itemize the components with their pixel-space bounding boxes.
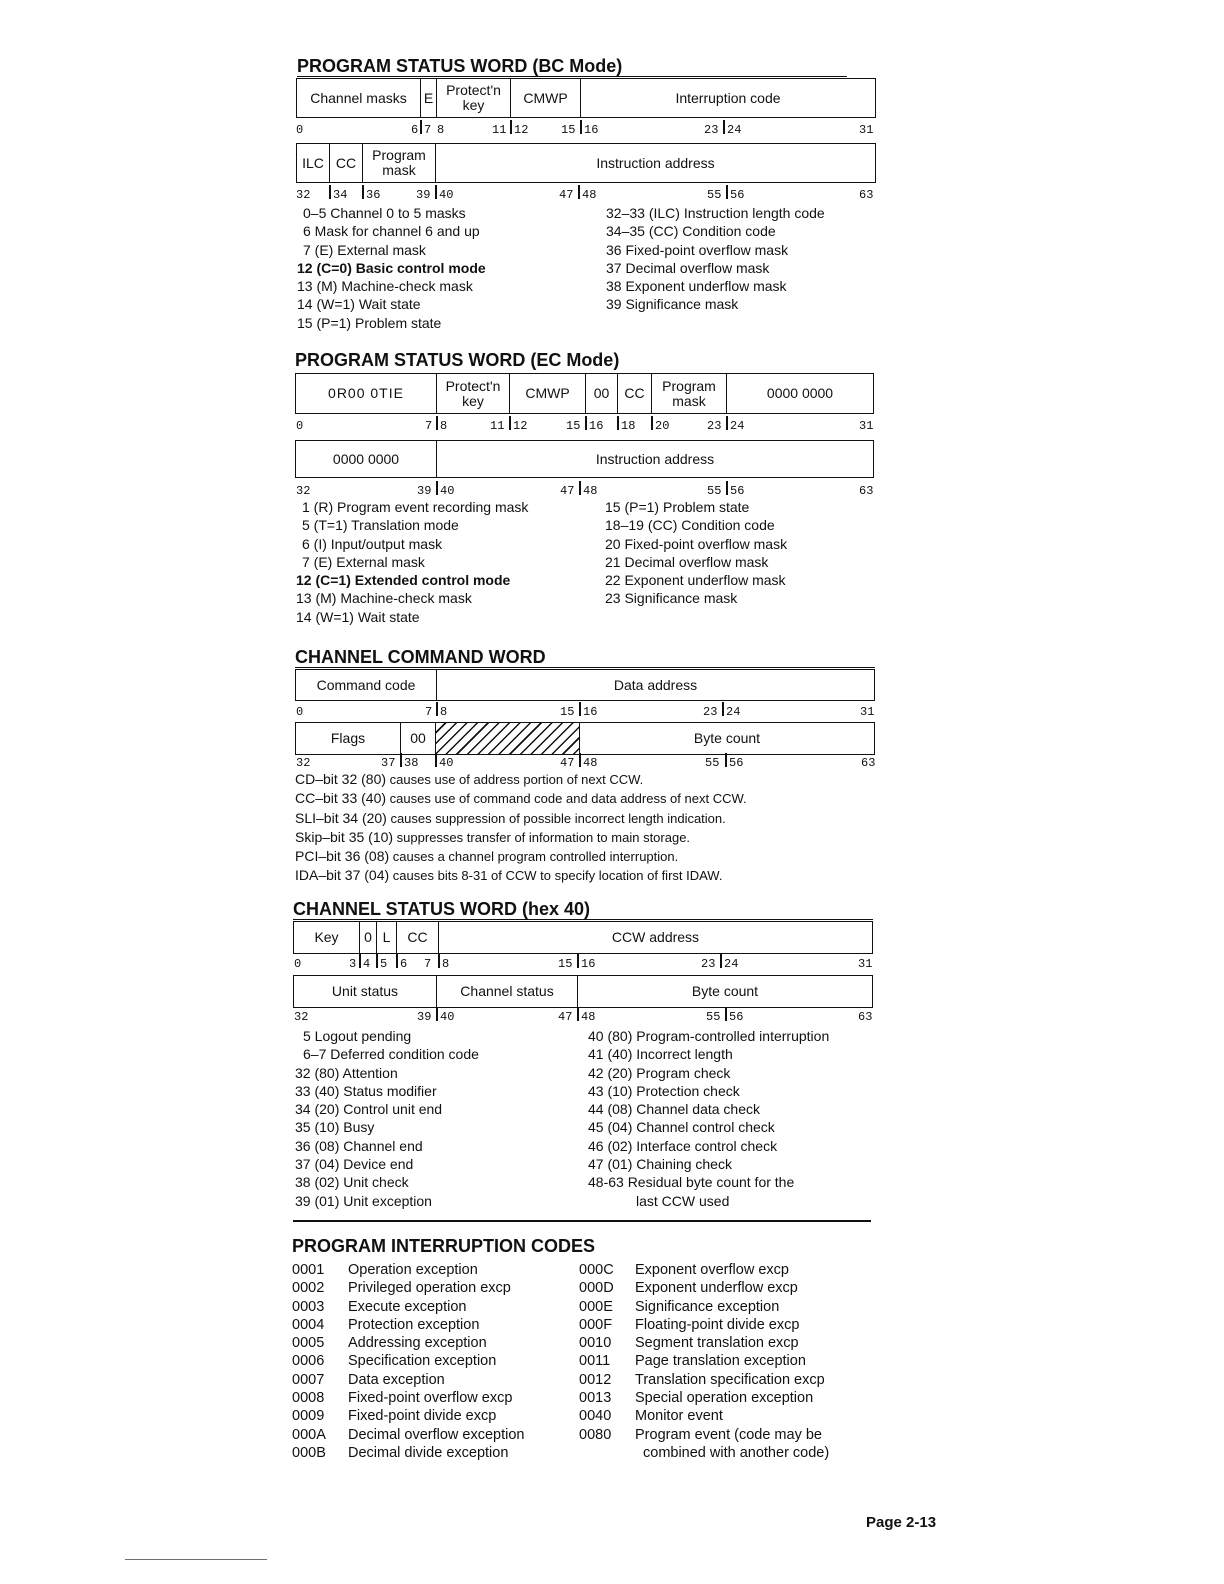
note: 37 Decimal overflow mask (606, 259, 770, 276)
psw-ec-row2 (295, 440, 874, 478)
csw-title: CHANNEL STATUS WORD (hex 40) (293, 899, 591, 919)
footnote-rule (125, 1559, 267, 1560)
bit-label: 11 (492, 123, 507, 137)
bit-label: 11 (490, 419, 505, 433)
bit-label: 56 (729, 1010, 744, 1024)
bit-label: 23 (707, 419, 722, 433)
note: 7 (E) External mask (303, 241, 426, 258)
bit-label: 39 (416, 188, 431, 202)
note: 5 (T=1) Translation mode (302, 517, 459, 534)
note: 1 (R) Program event recording mask (302, 499, 529, 515)
psw-ec-bits1 (295, 419, 874, 433)
psw-bc-notes-right (606, 204, 825, 314)
psw-bc-notes-left (297, 204, 486, 332)
bit-label: 16 (581, 957, 596, 971)
bit-label: 56 (730, 188, 745, 202)
code-row: 0012 Translation specification excp (579, 1371, 825, 1388)
note: 32 (80) Attention (295, 1064, 398, 1081)
bit-label: 56 (730, 484, 745, 498)
bit-label: 40 (439, 188, 454, 202)
bit-label: 15 (560, 705, 575, 719)
note: 36 (08) Channel end (295, 1137, 423, 1154)
psw-ec-title: PROGRAM STATUS WORD (EC Mode) (295, 350, 620, 370)
csw-bits2 (293, 1010, 873, 1024)
psw-bc-title: PROGRAM STATUS WORD (BC Mode) (297, 56, 623, 76)
bit-label: 31 (859, 123, 874, 137)
code-row: 000C Exponent overflow excp (579, 1262, 789, 1278)
psw-bc-bits2 (296, 188, 876, 202)
bit-label: 20 (655, 419, 670, 433)
code-row: 0013 Special operation exception (579, 1390, 814, 1407)
pic-left-list (292, 1261, 525, 1462)
note: 47 (01) Chaining check (588, 1156, 732, 1173)
note: 13 (M) Machine-check mask (297, 278, 473, 295)
code-row: 000E Significance exception (579, 1298, 780, 1315)
csw-row2 (293, 975, 873, 1008)
field-cmwp: CMWP (511, 79, 581, 117)
code-row: 000F Floating-point divide excp (579, 1316, 800, 1333)
field-command-code: Command code (296, 670, 437, 700)
title-underline (295, 667, 875, 668)
field-cc: CC (330, 144, 363, 182)
code-row: 000D Exponent underflow excp (579, 1280, 798, 1297)
note: 23 Significance mask (605, 590, 738, 607)
csw-row1 (293, 921, 873, 954)
note: 35 (10) Busy (295, 1119, 375, 1136)
ccw-note-cd: CD–bit 32 (80) causes use of address portion of next CCW. (295, 771, 644, 787)
psw-ec-notes-right (605, 498, 787, 608)
field-0r00-0tie: 0R00 0TIE (296, 374, 437, 413)
field-flags: Flags (296, 723, 401, 754)
note: 33 (40) Status modifier (295, 1082, 437, 1099)
bit-label: 48 (582, 188, 597, 202)
field-interruption-code: Interruption code (675, 89, 781, 106)
note: 12 (C=1) Extended control mode (296, 572, 511, 589)
ccw-note-ida: IDA–bit 37 (04) causes bits 8-31 of CCW to specify location of first IDAW. (295, 867, 723, 884)
bit-label: 12 (513, 419, 528, 433)
note: 43 (10) Protection check (588, 1082, 740, 1099)
note: 6–7 Deferred condition code (303, 1046, 479, 1063)
bit-label: 47 (558, 1010, 573, 1024)
ccw-note-sli: SLI–bit 34 (20) causes suppression of possible incorrect length indication. (295, 809, 726, 826)
bit-label: 55 (706, 1010, 721, 1024)
bit-label: 40 (440, 1010, 455, 1024)
field-cc: CC (397, 922, 439, 953)
field-data-address: Data address (613, 676, 698, 693)
bit-label: 16 (589, 419, 604, 433)
bit-label: 48 (581, 1010, 596, 1024)
bit-label: 7 (424, 957, 432, 971)
bit-label: 47 (560, 756, 575, 770)
note: 45 (04) Channel control check (588, 1119, 775, 1136)
code-row: 0009 Fixed-point divide excp (292, 1408, 497, 1425)
bit-label: 3 (349, 957, 357, 971)
bit-label: 37 (381, 756, 396, 770)
bit-label: 47 (559, 188, 574, 202)
field-key: Key (294, 922, 360, 953)
note: 34–35 (CC) Condition code (606, 223, 776, 240)
ccw-row2 (295, 722, 875, 755)
note: 46 (02) Interface control check (588, 1137, 778, 1154)
bit-label: 32 (296, 484, 311, 498)
bit-label: 8 (442, 957, 450, 971)
code-row: 0010 Segment translation excp (579, 1335, 799, 1352)
bit-label: 63 (861, 756, 876, 770)
bit-label: 63 (859, 484, 874, 498)
unused-hatched-field (436, 723, 580, 754)
note: 5 Logout pending (303, 1028, 412, 1044)
pic-right-list (579, 1261, 829, 1462)
bit-label: 34 (333, 188, 348, 202)
bit-label: 12 (514, 123, 529, 137)
bit-label: 16 (584, 123, 599, 137)
note: 0–5 Channel 0 to 5 masks (303, 205, 466, 221)
note: 14 (W=1) Wait state (296, 608, 420, 625)
section-divider (293, 1220, 871, 1222)
note: 15 (P=1) Problem state (605, 499, 750, 515)
note: 21 Decimal overflow mask (605, 553, 769, 570)
code-row: 0011 Page translation exception (579, 1353, 806, 1370)
ccw-note-cc: CC–bit 33 (40) causes use of command code and data address of next CCW. (295, 790, 747, 807)
code-row: 0080 Program event (code may be (579, 1426, 822, 1443)
note: 48-63 Residual byte count for the (588, 1174, 795, 1191)
bit-label: 0 (296, 705, 304, 719)
bit-label: 24 (727, 123, 742, 137)
bit-label: 24 (726, 705, 741, 719)
bit-label: 40 (439, 756, 454, 770)
field-0000-0000: 0000 0000 (766, 385, 834, 401)
bit-label: 40 (440, 484, 455, 498)
note: 38 Exponent underflow mask (606, 278, 787, 295)
psw-bc-bits1 (296, 123, 876, 137)
bit-label: 32 (294, 1010, 309, 1024)
title-underline (293, 919, 873, 920)
field-protect-key: Protect'n key (437, 374, 510, 413)
ccw-title: CHANNEL COMMAND WORD (295, 647, 546, 667)
psw-ec-row1 (295, 373, 874, 414)
ccw-row1 (295, 669, 875, 701)
bit-label: 15 (558, 957, 573, 971)
note: 12 (C=0) Basic control mode (297, 259, 486, 276)
bit-label: 48 (583, 756, 598, 770)
note: 39 Significance mask (606, 296, 739, 313)
note: 13 (M) Machine-check mask (296, 590, 472, 607)
code-row: 000A Decimal overflow exception (292, 1426, 525, 1443)
note: 42 (20) Program check (588, 1064, 731, 1081)
field-00: 00 (401, 723, 436, 754)
bit-label: 39 (417, 484, 432, 498)
bit-label: 0 (296, 123, 304, 137)
title-underline (297, 76, 847, 77)
note: 15 (P=1) Problem state (297, 314, 442, 331)
code-row: 0002 Privileged operation excp (292, 1280, 511, 1297)
page-number: Page 2-13 (866, 1514, 937, 1531)
code-row: 000B Decimal divide exception (292, 1444, 509, 1461)
bit-label: 7 (424, 123, 432, 137)
csw-bits1 (293, 957, 873, 971)
bit-label: 6 (411, 123, 419, 137)
note: 6 Mask for channel 6 and up (303, 223, 480, 240)
bit-label: 4 (363, 957, 371, 971)
note: 14 (W=1) Wait state (297, 296, 421, 313)
field-program-mask: Program mask (652, 374, 727, 413)
bit-label: 38 (404, 756, 419, 770)
bit-label: 47 (560, 484, 575, 498)
field-ccw-address: CCW address (611, 929, 700, 945)
bit-label: 55 (707, 188, 722, 202)
bit-label: 48 (583, 484, 598, 498)
code-row: 0040 Monitor event (579, 1408, 723, 1425)
bit-label: 55 (707, 484, 722, 498)
bit-label: 23 (703, 705, 718, 719)
ccw-notes (295, 770, 747, 886)
bit-label: 0 (296, 419, 304, 433)
psw-ec-notes-left (296, 498, 528, 626)
pic-title: PROGRAM INTERRUPTION CODES (292, 1236, 596, 1256)
note: 37 (04) Device end (295, 1156, 414, 1173)
field-instruction-address: Instruction address (596, 154, 715, 171)
bit-label: 36 (366, 188, 381, 202)
bit-label: 31 (859, 419, 874, 433)
field-cc: CC (618, 374, 652, 413)
ccw-bits1 (295, 705, 875, 719)
bit-label: 32 (296, 188, 311, 202)
bit-label: 39 (417, 1010, 432, 1024)
field-e: E (421, 79, 437, 117)
note: 6 (I) Input/output mask (302, 535, 443, 552)
note: 38 (02) Unit check (295, 1174, 409, 1191)
ccw-note-skip: Skip–bit 35 (10) suppresses transfer of information to main storage. (295, 828, 691, 845)
field-channel-masks: Channel masks (297, 79, 421, 117)
field-unit-status: Unit status (294, 976, 437, 1007)
note: 44 (08) Channel data check (588, 1101, 760, 1118)
note: 40 (80) Program-controlled interruption (588, 1028, 830, 1044)
psw-ec-bits2 (295, 484, 874, 498)
field-instruction-address: Instruction address (595, 450, 715, 467)
bit-label: 31 (860, 705, 875, 719)
code-row: 0003 Execute exception (292, 1298, 467, 1315)
field-program-mask: Program mask (363, 144, 436, 182)
csw-notes-left (295, 1027, 479, 1210)
bit-label: 8 (440, 705, 448, 719)
bit-label: 8 (440, 419, 448, 433)
ccw-note-pci: PCI–bit 36 (08) causes a channel program controlled interruption. (295, 848, 679, 865)
psw-bc-row2 (296, 143, 876, 183)
bit-label: 24 (730, 419, 745, 433)
field-ilc: ILC (297, 144, 330, 182)
code-row: 0006 Specification exception (292, 1353, 497, 1370)
bit-label: 23 (704, 123, 719, 137)
field-0000-0000: 0000 0000 (296, 441, 437, 477)
bit-label: 24 (724, 957, 739, 971)
bit-label: 63 (859, 188, 874, 202)
note: 41 (40) Incorrect length (588, 1046, 733, 1063)
bit-label: 8 (437, 123, 445, 137)
bit-label: 15 (566, 419, 581, 433)
bit-label: 5 (380, 957, 388, 971)
field-byte-count: Byte count (691, 983, 759, 999)
field-byte-count: Byte count (693, 730, 761, 746)
field-channel-status: Channel status (437, 976, 578, 1007)
bit-label: 15 (561, 123, 576, 137)
note: 20 Fixed-point overflow mask (605, 535, 788, 552)
code-row: combined with another code) (643, 1444, 830, 1461)
field-protect-key: Protect'n key (437, 79, 511, 117)
psw-bc-row1 (296, 78, 876, 118)
note: 22 Exponent underflow mask (605, 572, 786, 589)
code-row: 0005 Addressing exception (292, 1335, 487, 1352)
bit-label: 32 (296, 756, 311, 770)
bit-label: 23 (701, 957, 716, 971)
code-row: 0004 Protection exception (292, 1316, 480, 1333)
bit-label: 56 (729, 756, 744, 770)
csw-notes-right (588, 1027, 829, 1210)
bit-label: 18 (621, 419, 636, 433)
code-row: 0008 Fixed-point overflow excp (292, 1390, 513, 1407)
note: 34 (20) Control unit end (295, 1101, 443, 1118)
field-00: 00 (586, 374, 618, 413)
bit-label: 63 (858, 1010, 873, 1024)
bit-label: 7 (425, 705, 433, 719)
note: 39 (01) Unit exception (295, 1192, 432, 1209)
bit-label: 6 (400, 957, 408, 971)
note: 7 (E) External mask (302, 553, 425, 570)
note: 32–33 (ILC) Instruction length code (606, 205, 825, 221)
code-row: 0001 Operation exception (292, 1262, 478, 1278)
field-l: L (377, 922, 397, 953)
field-0: 0 (360, 922, 377, 953)
ccw-bits2 (295, 756, 875, 770)
bit-label: 31 (858, 957, 873, 971)
field-cmwp: CMWP (510, 374, 586, 413)
bit-label: 55 (705, 756, 720, 770)
note: last CCW used (636, 1192, 730, 1209)
note: 36 Fixed-point overflow mask (606, 241, 789, 258)
note: 18–19 (CC) Condition code (605, 517, 775, 534)
bit-label: 0 (294, 957, 302, 971)
bit-label: 7 (425, 419, 433, 433)
code-row: 0007 Data exception (292, 1371, 445, 1388)
bit-label: 16 (583, 705, 598, 719)
